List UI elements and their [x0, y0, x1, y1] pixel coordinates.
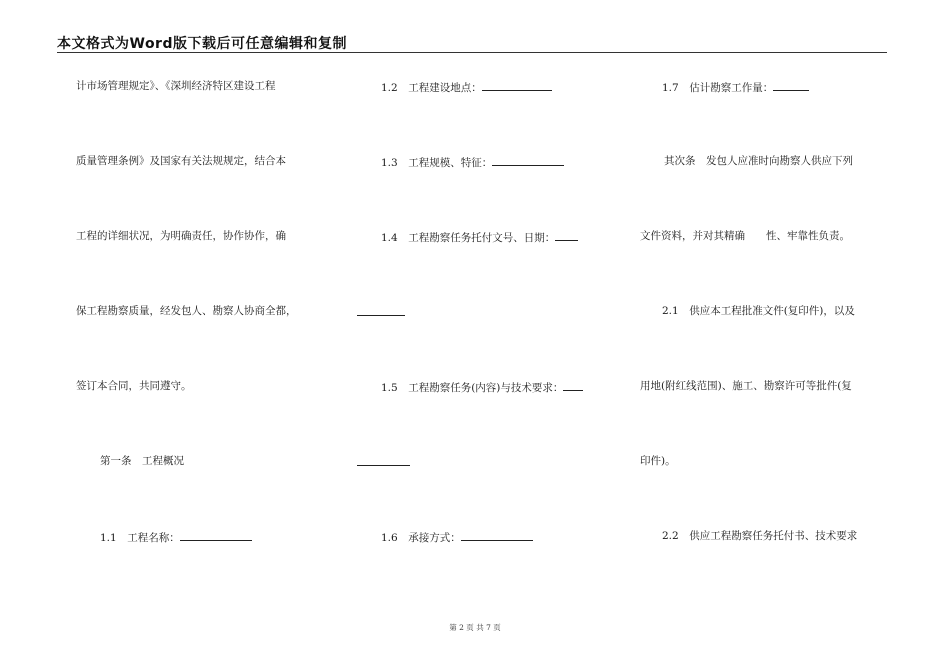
header-title: 本文格式为Word版下载后可任意编辑和复制	[57, 36, 347, 52]
item-1-5-continuation	[357, 454, 410, 470]
item-1-1	[100, 529, 252, 545]
right-column	[640, 0, 890, 672]
fill-blank	[482, 79, 552, 91]
item-2-2: 2.2 供应工程勘察任务托付书、技术要求	[662, 530, 858, 542]
item-1-4-label: 1.4 工程勘察任务托付文号、日期：	[381, 232, 556, 244]
article-2-heading: 其次条 发包人应准时向勘察人供应下列	[664, 155, 853, 167]
item-1-3	[381, 154, 564, 170]
item-1-7-label: 1.7 估计勘察工作量：	[662, 82, 774, 94]
item-1-2-label: 1.2 工程建设地点：	[381, 82, 482, 94]
right-line-5: 用地(附红线范围)、施工、勘察许可等批件(复	[640, 380, 852, 392]
left-line-1: 计市场管理规定》、《深圳经济特区建设工程	[76, 80, 276, 92]
fill-blank	[492, 154, 564, 166]
item-1-2	[381, 79, 552, 95]
page-number: 第 2 页 共 7 页	[449, 623, 501, 632]
right-line-3: 文件资料，并对其精确 性、牢靠性负责。	[640, 230, 850, 242]
item-1-5-label: 1.5 工程勘察任务(内容)与技术要求：	[381, 382, 564, 394]
right-line-6: 印件)。	[640, 455, 676, 467]
item-1-6-label: 1.6 承接方式：	[381, 532, 461, 544]
left-line-2: 质量管理条例》及国家有关法规规定，结合本	[76, 155, 286, 167]
item-1-4	[381, 229, 578, 245]
item-1-3-label: 1.3 工程规模、特征：	[381, 157, 493, 169]
left-column	[76, 0, 336, 672]
fill-blank	[461, 529, 533, 541]
item-1-5	[381, 379, 583, 395]
fill-blank	[180, 529, 252, 541]
item-1-7	[662, 79, 809, 95]
fill-blank	[555, 229, 578, 241]
fill-blank	[563, 379, 583, 391]
item-1-1-label: 1.1 工程名称：	[100, 532, 180, 544]
left-line-4: 保工程勘察质量，经发包人、勘察人协商全都，	[76, 305, 297, 317]
article-1-heading: 第一条 工程概况	[100, 455, 184, 467]
fill-blank	[773, 79, 809, 91]
item-1-6	[381, 529, 533, 545]
item-1-4-continuation	[357, 304, 405, 320]
middle-column	[355, 0, 615, 672]
fill-blank	[357, 454, 410, 466]
fill-blank	[357, 304, 405, 316]
left-line-3: 工程的详细状况，为明确责任，协作协作，确	[76, 230, 286, 242]
left-line-5: 签订本合同，共同遵守。	[76, 380, 192, 392]
item-2-1: 2.1 供应本工程批准文件(复印件)，以及	[662, 305, 855, 317]
